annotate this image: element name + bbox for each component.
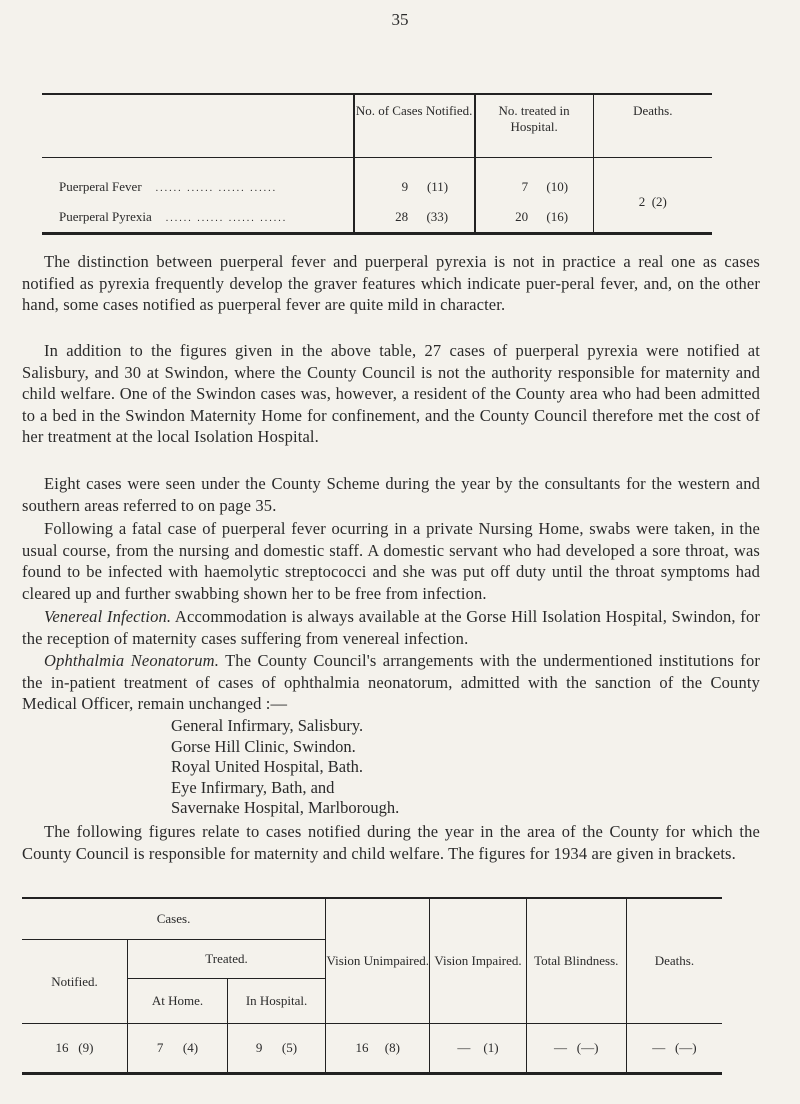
header-deaths: Deaths. [593,94,712,158]
paragraph-additional-figures: In addition to the figures given in the above table, 27 cases of puerperal pyrexia were notified at Salisbury, and 30 at Swindon, where the County Council is not the authority responsible for maternity and child welfare. One of the Swindon cases was, however, a resident of the County area who had been admitted to a bed in the Swindon Maternity Home for confinement, and the County Council therefore met the cost of her treatment at the local Isolation Hospital. [22,341,760,446]
list-item: Savernake Hospital, Marlborough. [171,798,400,817]
leader-dots: ...... ...... ...... ...... [155,183,278,194]
header-deaths: Deaths. [626,898,722,1024]
list-item: Gorse Hill Clinic, Swindon. [171,736,356,756]
paragraph-venereal-infection: Accommodation is always available at the Gorse Hill Isolation Hospital, Swindon, for the reception of maternity cases suffering from venereal infection. [22,607,760,648]
institutions-list [171,716,399,819]
header-treated-hospital: No. treated in Hospital. [475,94,593,158]
list-item: General Infirmary, Salisbury. [171,716,364,735]
cell-value: — [457,1040,471,1055]
cell-prev-value: (—) [674,1040,697,1055]
heading-venereal-infection: Venereal Infection. [44,607,172,626]
cell-prev-value: (2) [651,194,667,209]
cell-value: 16 [55,1040,69,1055]
header-total-blindness: Total Blindness. [526,898,626,1024]
row-label: Puerperal Fever [59,179,142,194]
puerperal-table [42,93,712,235]
cell-prev-value: (9) [78,1040,94,1055]
paragraph-following-figures: The following figures relate to cases notified during the year in the area of the County for which the County Council is responsible for maternity and child welfare. The figures for 1934 are given in brackets. [22,822,760,863]
header-treated: Treated. [127,940,325,979]
leader-dots: ...... ...... ...... ...... [165,213,288,224]
cell-value: 28 [395,209,409,224]
cell-prev-value: (8) [384,1040,400,1055]
header-at-home: At Home. [127,979,227,1024]
header-cases-notified: No. of Cases Notified. [354,94,475,158]
table-row [22,1024,722,1074]
cell-value: 20 [515,209,529,224]
cell-prev-value: (11) [426,179,449,194]
table-header-row [42,94,712,158]
cell-value: 2 [638,194,646,209]
cell-prev-value: (33) [426,209,449,224]
list-item: Eye Infirmary, Bath, and [171,777,335,797]
cell-value: 7 [521,179,529,194]
cell-prev-value: (10) [546,179,569,194]
list-item: Royal United Hospital, Bath. [171,757,364,776]
deaths-cell [593,158,712,234]
paragraph-fatal-case: Following a fatal case of puerperal fever ocurring in a private Nursing Home, swabs were taken, in the usual course, from the nursing and domestic staff. A domestic servant who had developed a sore throat, was found to be infected with haemolytic streptococci and she was put off duty until the throat symptoms had cleared up and further swabbing shown her to be free from infection. [22,519,760,603]
row-label: Puerperal Pyrexia [59,209,152,224]
cell-prev-value: (5) [281,1040,298,1055]
table-row [42,158,712,203]
cell-value: — [554,1040,567,1055]
cell-prev-value: (—) [576,1040,599,1055]
page-number: 35 [391,10,409,29]
heading-ophthalmia: Ophthalmia Neonatorum. [44,651,219,670]
ophthalmia-table [22,897,722,1075]
cell-value: 9 [255,1040,263,1055]
paragraph-ophthalmia: The County Council's arrangements with the undermentioned institutions for the in-patient treatment of cases of ophthalmia neonatorum, admitted with the sanction of the County Medical Officer, remain unchanged :— [22,651,760,713]
cell-prev-value: (4) [182,1040,199,1055]
header-notified: Notified. [51,973,98,989]
cell-prev-value: (16) [546,209,569,224]
header-vision-unimpaired: Vision Unimpaired. [326,898,430,1024]
header-cases: Cases. [22,898,326,940]
paragraph-distinction: The distinction between puerperal fever and puerperal pyrexia is not in practice a real one as cases notified as pyrexia frequently develop the graver features which indicate puer-peral fever, and, on the other hand, some cases notified as puerperal fever are quite mild in character. [22,252,760,314]
cell-value: 16 [355,1040,369,1055]
header-in-hospital: In Hospital. [227,979,325,1024]
paragraph-county-scheme: Eight cases were seen under the County Scheme during the year by the consultants for the western and southern areas referred to on page 35. [22,474,760,515]
cell-prev-value: (1) [483,1040,499,1055]
header-vision-impaired: Vision Impaired. [430,898,526,1024]
cell-value: 9 [401,179,409,194]
cell-value: — [652,1040,666,1055]
cell-value: 7 [156,1040,164,1055]
